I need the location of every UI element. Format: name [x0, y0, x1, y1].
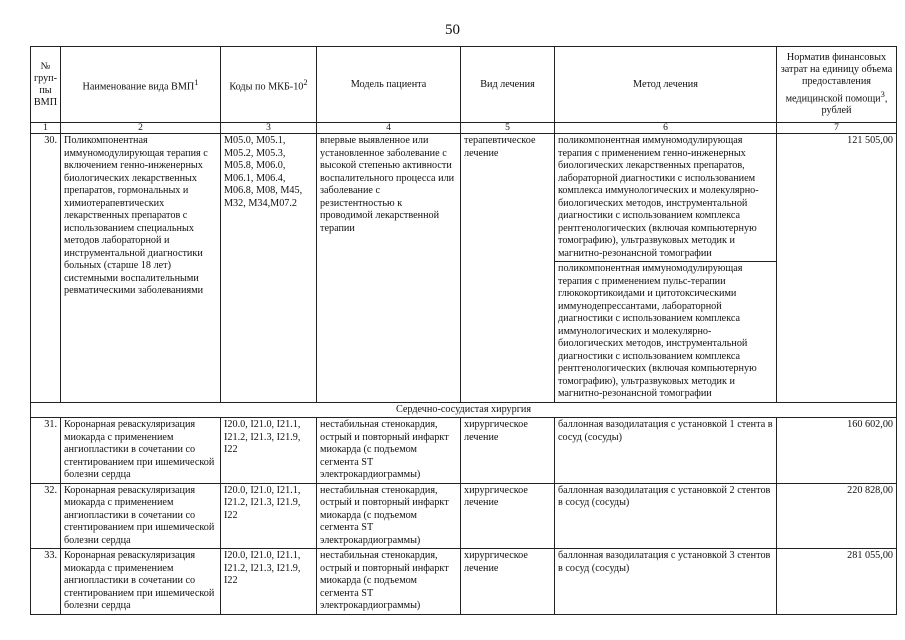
- cost-norm: 121 505,00: [777, 134, 897, 403]
- header-treatment-type: Вид лечения: [461, 47, 555, 123]
- cost-norm: 220 828,00: [777, 483, 897, 549]
- vmp-table: [30, 46, 897, 615]
- footnote-1: 1: [194, 76, 199, 87]
- group-number: 31.: [31, 418, 61, 484]
- treatment-type: хирургическое лечение: [461, 549, 555, 615]
- header-icd-codes: Коды по МКБ-$10^2$: [221, 47, 317, 123]
- icd-codes: I20.0, I21.0, I21.1, I21.2, I21.3, I21.9, I22: [221, 483, 317, 549]
- treatment-method: баллонная вазодилатация с установкой 1 стента в сосуд (сосуды): [555, 418, 777, 484]
- icd-codes: M05.0, M05.1, M05.2, M05.3, M05.8, M06.0, M06.1, M06.4, M06.8, M08, M45, M32, M34,M07.2: [221, 134, 317, 403]
- column-number: 2: [61, 123, 221, 134]
- column-number: 4: [317, 123, 461, 134]
- footnote-2: 2: [303, 76, 308, 87]
- header-row: [31, 47, 897, 123]
- icd-codes: I20.0, I21.0, I21.1, I21.2, I21.3, I21.9, I22: [221, 549, 317, 615]
- treatment-method: поликомпонентная иммуномодулирующая терапия с применением генно-инженерных биологических лекарственных препаратов, лабораторной диагностики с использованием комплекса иммунологических и молекулярно-биологических методов, инструментальной диагностики с использованием комплекса рентгенологических (включая компьютерную томографию), ультразвуковых методик и магнитно-резонансной томографии: [558, 135, 759, 259]
- column-number: 7: [777, 123, 897, 134]
- treatment-method: баллонная вазодилатация с установкой 2 стентов в сосуд (сосуды): [555, 483, 777, 549]
- column-number-row: [31, 123, 897, 134]
- header-cost-norm: Норматив финансовых затрат на единицу объема предоставления медицинской помощи$^3$, рублей: [777, 47, 897, 123]
- column-number: 1: [31, 123, 61, 134]
- cost-norm: 281 055,00: [777, 549, 897, 615]
- header-treatment-method: Метод лечения: [555, 47, 777, 123]
- table-row: [31, 483, 897, 549]
- header-patient-model: Модель пациента: [317, 47, 461, 123]
- column-number: 3: [221, 123, 317, 134]
- group-number: 33.: [31, 549, 61, 615]
- patient-model: впервые выявленное или установленное заболевание с высокой степенью активности воспалительного процесса или заболевание с резистентностью к проводимой лекарственной терапии: [317, 134, 461, 403]
- section-title: Сердечно-сосудистая хирургия: [31, 402, 897, 418]
- section-row: [31, 402, 897, 418]
- cost-norm: 160 602,00: [777, 418, 897, 484]
- column-number: 5: [461, 123, 555, 134]
- vmp-name: Поликомпонентная иммуномодулирующая терапия с включением генно-инженерных биологических лекарственных препаратов, гормональных и химиотерапевтических лекарственных препаратов с использованием специальных методов лабораторной и инструментальной диагностики больных (старше 18 лет) системными воспалительными ревматическими заболеваниями: [61, 134, 221, 403]
- table-row: [31, 134, 897, 403]
- patient-model: нестабильная стенокардия, острый и повторный инфаркт миокарда (с подъемом сегмента ST электрокардиограммы): [317, 418, 461, 484]
- footnote-3: 3: [880, 88, 885, 99]
- header-vmp-name: Наименование вида ВМП$^1$: [61, 47, 221, 123]
- vmp-name: Коронарная реваскуляризация миокарда с применением ангиопластики в сочетании со стентированием при ишемической болезни сердца: [61, 549, 221, 615]
- treatment-method: баллонная вазодилатация с установкой 3 стентов в сосуд (сосуды): [555, 549, 777, 615]
- icd-codes: I20.0, I21.0, I21.1, I21.2, I21.3, I21.9, I22: [221, 418, 317, 484]
- treatment-type: хирургическое лечение: [461, 483, 555, 549]
- column-number: 6: [555, 123, 777, 134]
- vmp-name: Коронарная реваскуляризация миокарда с применением ангиопластики в сочетании со стентированием при ишемической болезни сердца: [61, 483, 221, 549]
- treatment-type: терапевтическое лечение: [461, 134, 555, 403]
- group-number: 30.: [31, 134, 61, 403]
- treatment-method: поликомпонентная иммуномодулирующая терапия с применением пульс-терапии глюкокортикоидами и цитотоксическими иммунодепрессантами, лабораторной диагностики с использованием комплекса иммунологических и молекулярно-биологических методов, инструментальной диагностики с использованием комплекса рентгенологических (включая компьютерную томографию), ультразвуковых методик и магнитно-резонансной томографии: [555, 261, 776, 401]
- patient-model: нестабильная стенокардия, острый и повторный инфаркт миокарда (с подъемом сегмента ST электрокардиограммы): [317, 483, 461, 549]
- group-number: 32.: [31, 483, 61, 549]
- treatment-method-cell: [555, 134, 777, 403]
- table-row: [31, 418, 897, 484]
- table-row: [31, 549, 897, 615]
- page-number: 50: [445, 22, 460, 38]
- vmp-name: Коронарная реваскуляризация миокарда с применением ангиопластики в сочетании со стентированием при ишемической болезни сердца: [61, 418, 221, 484]
- header-group-number: № груп-пы ВМП: [31, 47, 61, 123]
- patient-model: нестабильная стенокардия, острый и повторный инфаркт миокарда (с подъемом сегмента ST электрокардиограммы): [317, 549, 461, 615]
- treatment-type: хирургическое лечение: [461, 418, 555, 484]
